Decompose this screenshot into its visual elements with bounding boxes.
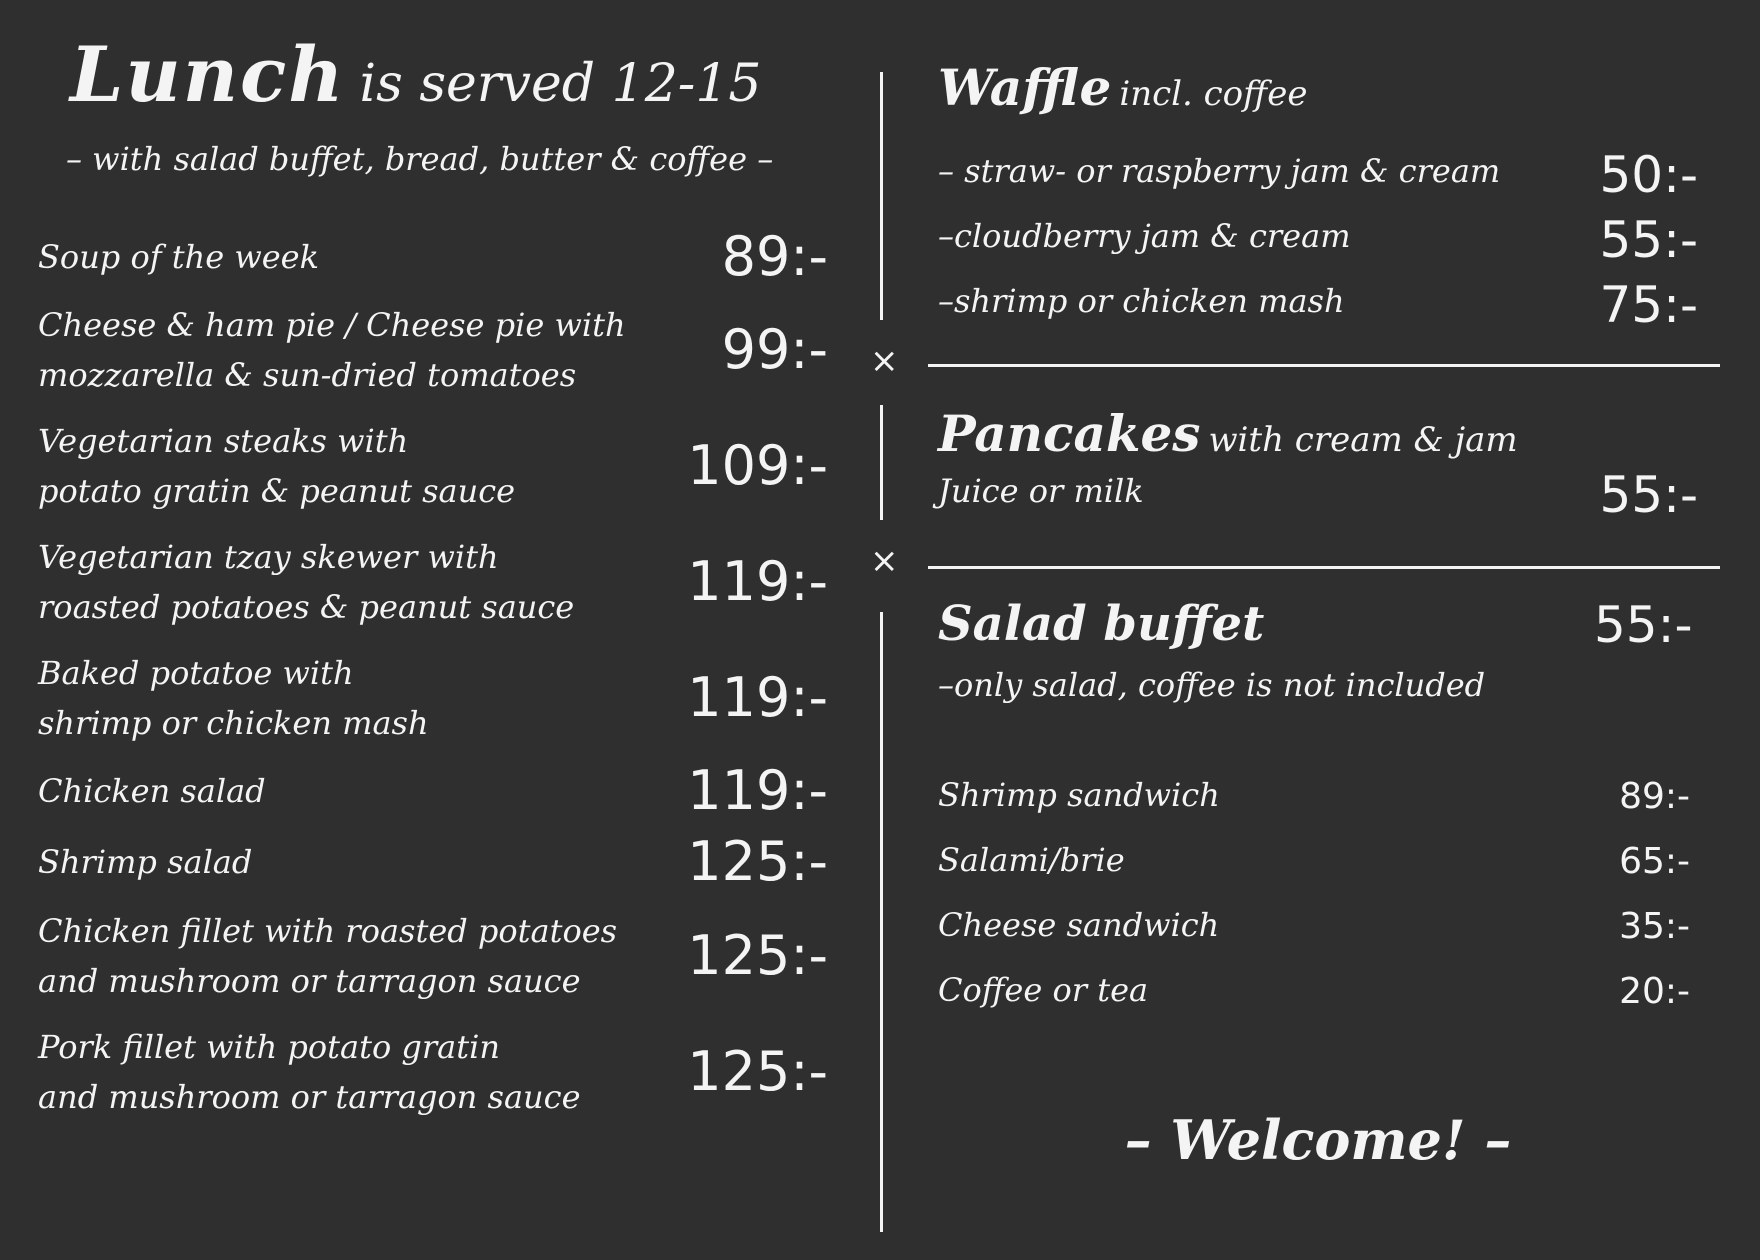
lunch-item-price: 119:- (687, 550, 828, 613)
pancakes-title-note: with cream & jam (1208, 420, 1518, 460)
lunch-menu-item (38, 1014, 828, 1130)
small-item-desc: Shrimp sandwich (938, 776, 1220, 814)
lunch-item-price: 125:- (687, 924, 828, 987)
pancakes-item-desc: Juice or milk (938, 472, 1144, 510)
lunch-item-description (38, 766, 688, 816)
lunch-menu-item (38, 524, 828, 640)
salad-buffet-subtitle: –only salad, coffee is not included (938, 666, 1486, 704)
lunch-item-price: 89:- (721, 225, 828, 288)
lunch-item-line: Pork fillet with potato gratin (38, 1028, 500, 1066)
small-item-price: 89:- (1619, 776, 1690, 817)
waffle-title (938, 58, 1307, 117)
pancakes-item-price: 55:- (1599, 466, 1698, 524)
waffle-item-price: 75:- (1599, 276, 1698, 334)
waffle-item-price: 55:- (1599, 211, 1698, 269)
small-item-desc: Cheese sandwich (938, 906, 1220, 944)
lunch-item-description (38, 300, 688, 400)
waffle-item (938, 211, 1698, 271)
lunch-menu-item (38, 826, 828, 898)
vertical-divider (880, 72, 883, 320)
lunch-item-description (38, 837, 688, 887)
cross-divider-mark: × (870, 541, 899, 581)
lunch-menu-item (38, 640, 828, 756)
small-item-price: 20:- (1619, 971, 1690, 1012)
lunch-item-line: Baked potatoe with (38, 654, 354, 692)
waffle-item-desc: – straw- or raspberry jam & cream (938, 152, 1501, 190)
lunch-item-price: 119:- (687, 759, 828, 822)
lunch-item-line: mozzarella & sun-dried tomatoes (38, 356, 577, 394)
lunch-menu-item (38, 222, 828, 292)
lunch-menu-item (38, 408, 828, 524)
small-menu-item (938, 776, 1690, 841)
vertical-divider (880, 405, 883, 520)
lunch-item-line: Chicken fillet with roasted potatoes (38, 912, 618, 950)
lunch-item-line: roasted potatoes & peanut sauce (38, 588, 575, 626)
pancakes-item (938, 466, 1698, 526)
small-menu-item (938, 906, 1690, 971)
lunch-item-description (38, 648, 688, 748)
lunch-item-price: 109:- (687, 434, 828, 497)
small-item-price: 35:- (1619, 906, 1690, 947)
small-menu-item (938, 971, 1690, 1036)
lunch-menu-item (38, 756, 828, 826)
lunch-item-description (38, 232, 688, 282)
waffle-item-desc: –cloudberry jam & cream (938, 217, 1351, 255)
horizontal-divider (928, 566, 1720, 569)
lunch-item-price: 125:- (687, 1040, 828, 1103)
lunch-menu-item (38, 292, 828, 408)
lunch-item-description (38, 416, 688, 516)
lunch-item-line: Vegetarian steaks with (38, 422, 409, 460)
lunch-menu-item (38, 898, 828, 1014)
lunch-title-hours: is served 12-15 (359, 54, 762, 114)
small-item-price: 65:- (1619, 841, 1690, 882)
salad-buffet-price: 55:- (1594, 596, 1693, 654)
waffle-item (938, 146, 1698, 206)
lunch-title-main: Lunch (70, 30, 346, 119)
lunch-item-line: shrimp or chicken mash (38, 704, 429, 742)
small-item-desc: Salami/brie (938, 841, 1125, 879)
waffle-item (938, 276, 1698, 336)
lunch-subtitle: – with salad buffet, bread, butter & coffee – (66, 140, 774, 178)
pancakes-title-main: Pancakes (938, 404, 1201, 463)
cross-divider-mark: × (870, 341, 899, 381)
lunch-item-line: and mushroom or tarragon sauce (38, 1078, 581, 1116)
lunch-item-price: 119:- (687, 666, 828, 729)
vertical-divider (880, 612, 883, 1232)
lunch-item-description (38, 1022, 688, 1122)
lunch-item-description (38, 532, 688, 632)
salad-buffet-title: Salad buffet (938, 596, 1265, 652)
horizontal-divider (928, 364, 1720, 367)
small-menu-item (938, 841, 1690, 906)
lunch-item-line: and mushroom or tarragon sauce (38, 962, 581, 1000)
lunch-item-line: Shrimp salad (38, 843, 253, 881)
lunch-item-line: Vegetarian tzay skewer with (38, 538, 499, 576)
waffle-item-desc: –shrimp or chicken mash (938, 282, 1345, 320)
waffle-title-main: Waffle (938, 58, 1112, 117)
waffle-title-note: incl. coffee (1119, 74, 1308, 114)
lunch-item-price: 125:- (687, 830, 828, 893)
lunch-item-price: 99:- (721, 318, 828, 381)
lunch-item-line: Chicken salad (38, 772, 266, 810)
lunch-item-line: potato gratin & peanut sauce (38, 472, 516, 510)
lunch-menu-list (38, 222, 828, 1130)
lunch-item-line: Cheese & ham pie / Cheese pie with (38, 306, 626, 344)
pancakes-title (938, 404, 1518, 463)
small-item-desc: Coffee or tea (938, 971, 1149, 1009)
lunch-item-line: Soup of the week (38, 238, 319, 276)
welcome-message: – Welcome! – (1124, 1108, 1512, 1172)
waffle-item-price: 50:- (1599, 146, 1698, 204)
sandwich-drinks-list (938, 776, 1690, 1036)
lunch-title (70, 30, 762, 119)
lunch-item-description (38, 906, 688, 1006)
